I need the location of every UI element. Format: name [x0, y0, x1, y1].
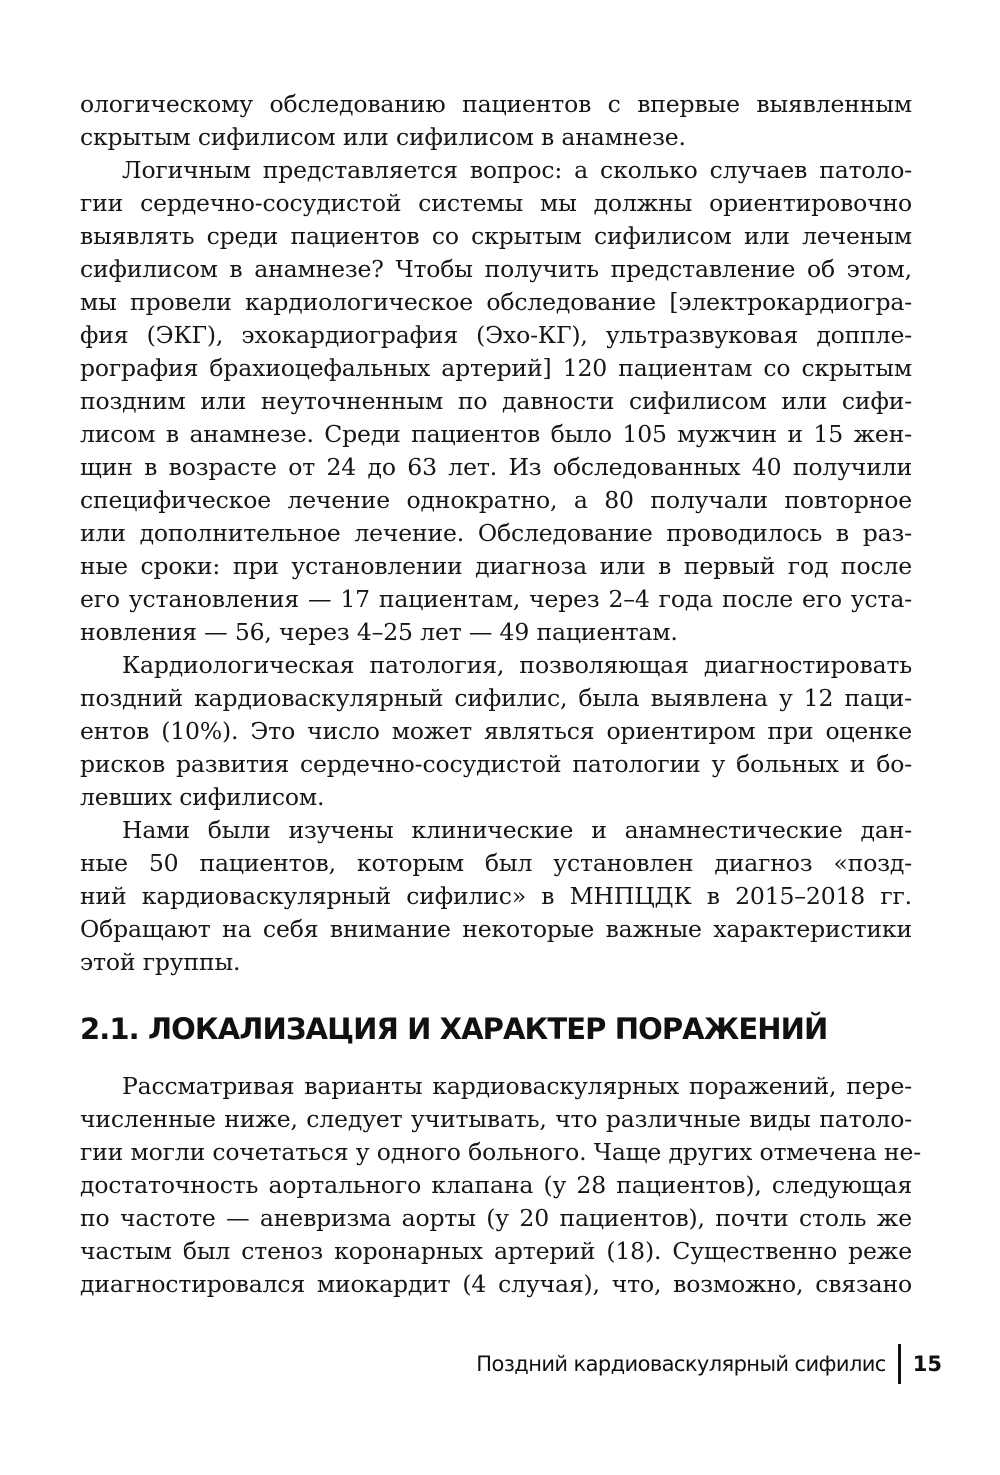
text-line: сифилисом в анамнезе? Чтобы получить представление об этом, [80, 255, 912, 283]
page-number: 15 [912, 1352, 942, 1376]
footer-divider [898, 1344, 901, 1384]
text-line: гии сердечно-сосудистой системы мы должны ориентировочно [80, 189, 912, 217]
section-heading: 2.1. ЛОКАЛИЗАЦИЯ И ХАРАКТЕР ПОРАЖЕНИЙ [80, 1012, 828, 1046]
text-line: достаточность аортального клапана (у 28 пациентов), следующая [80, 1171, 912, 1199]
text-line: или дополнительное лечение. Обследование проводилось в раз- [80, 519, 912, 547]
text-line: фия (ЭКГ), эхокардиография (Эхо-КГ), ультразвуковая доппле- [80, 321, 912, 349]
text-line: этой группы. [80, 948, 241, 976]
text-line: численные ниже, следует учитывать, что различные виды патоло- [80, 1105, 912, 1133]
paragraph [80, 88, 912, 154]
paragraph [80, 649, 912, 814]
section-text-block [80, 1070, 922, 1301]
text-line: Обращают на себя внимание некоторые важные характеристики [80, 915, 912, 943]
text-line: поздний кардиоваскулярный сифилис, была выявлена у 12 паци- [80, 684, 912, 712]
page-footer [476, 1344, 942, 1384]
text-line: ные 50 пациентов, которым был установлен диагноз «позд- [80, 849, 912, 877]
text-line: левших сифилисом. [80, 783, 325, 811]
text-line: диагностировался миокардит (4 случая), что, возможно, связано [80, 1270, 912, 1298]
text-line: его установления — 17 пациентам, через 2–4 года после его уста- [80, 585, 912, 613]
text-line: частым был стеноз коронарных артерий (18). Существенно реже [80, 1237, 912, 1265]
text-line: ные сроки: при установлении диагноза или в первый год после [80, 552, 912, 580]
text-line: рография брахиоцефальных артерий] 120 пациентам со скрытым [80, 354, 912, 382]
paragraph [80, 154, 912, 649]
text-line: скрытым сифилисом или сифилисом в анамнезе. [80, 123, 686, 151]
text-line: Рассматривая варианты кардиоваскулярных поражений, пере- [122, 1072, 912, 1100]
text-line: гии могли сочетаться у одного больного. Чаще других отмечена не- [80, 1138, 922, 1166]
text-line: Логичным представляется вопрос: а сколько случаев патоло- [122, 156, 912, 184]
text-line: поздним или неуточненным по давности сифилисом или сифи- [80, 387, 912, 415]
paragraph [80, 814, 912, 979]
running-title: Поздний кардиоваскулярный сифилис [476, 1352, 886, 1376]
text-line: по частоте — аневризма аорты (у 20 пациентов), почти столь же [80, 1204, 912, 1232]
text-line: рисков развития сердечно-сосудистой патологии у больных и бо- [80, 750, 912, 778]
text-line: Кардиологическая патология, позволяющая диагностировать [122, 651, 912, 679]
text-line: щин в возрасте от 24 до 63 лет. Из обследованных 40 получили [80, 453, 912, 481]
text-line: новления — 56, через 4–25 лет — 49 пациентам. [80, 618, 678, 646]
text-line: ентов (10%). Это число может являться ориентиром при оценке [80, 717, 912, 745]
text-line: Нами были изучены клинические и анамнестические дан- [122, 816, 912, 844]
text-line: ологическому обследованию пациентов с впервые выявленным [80, 90, 912, 118]
text-line: мы провели кардиологическое обследование [электрокардиогра- [80, 288, 912, 316]
text-line: лисом в анамнезе. Среди пациентов было 105 мужчин и 15 жен- [80, 420, 912, 448]
main-text-block [80, 88, 912, 979]
text-line: выявлять среди пациентов со скрытым сифилисом или леченым [80, 222, 912, 250]
paragraph [80, 1070, 922, 1301]
text-line: специфическое лечение однократно, а 80 получали повторное [80, 486, 912, 514]
text-line: ний кардиоваскулярный сифилис» в МНПЦДК в 2015–2018 гг. [80, 882, 912, 910]
